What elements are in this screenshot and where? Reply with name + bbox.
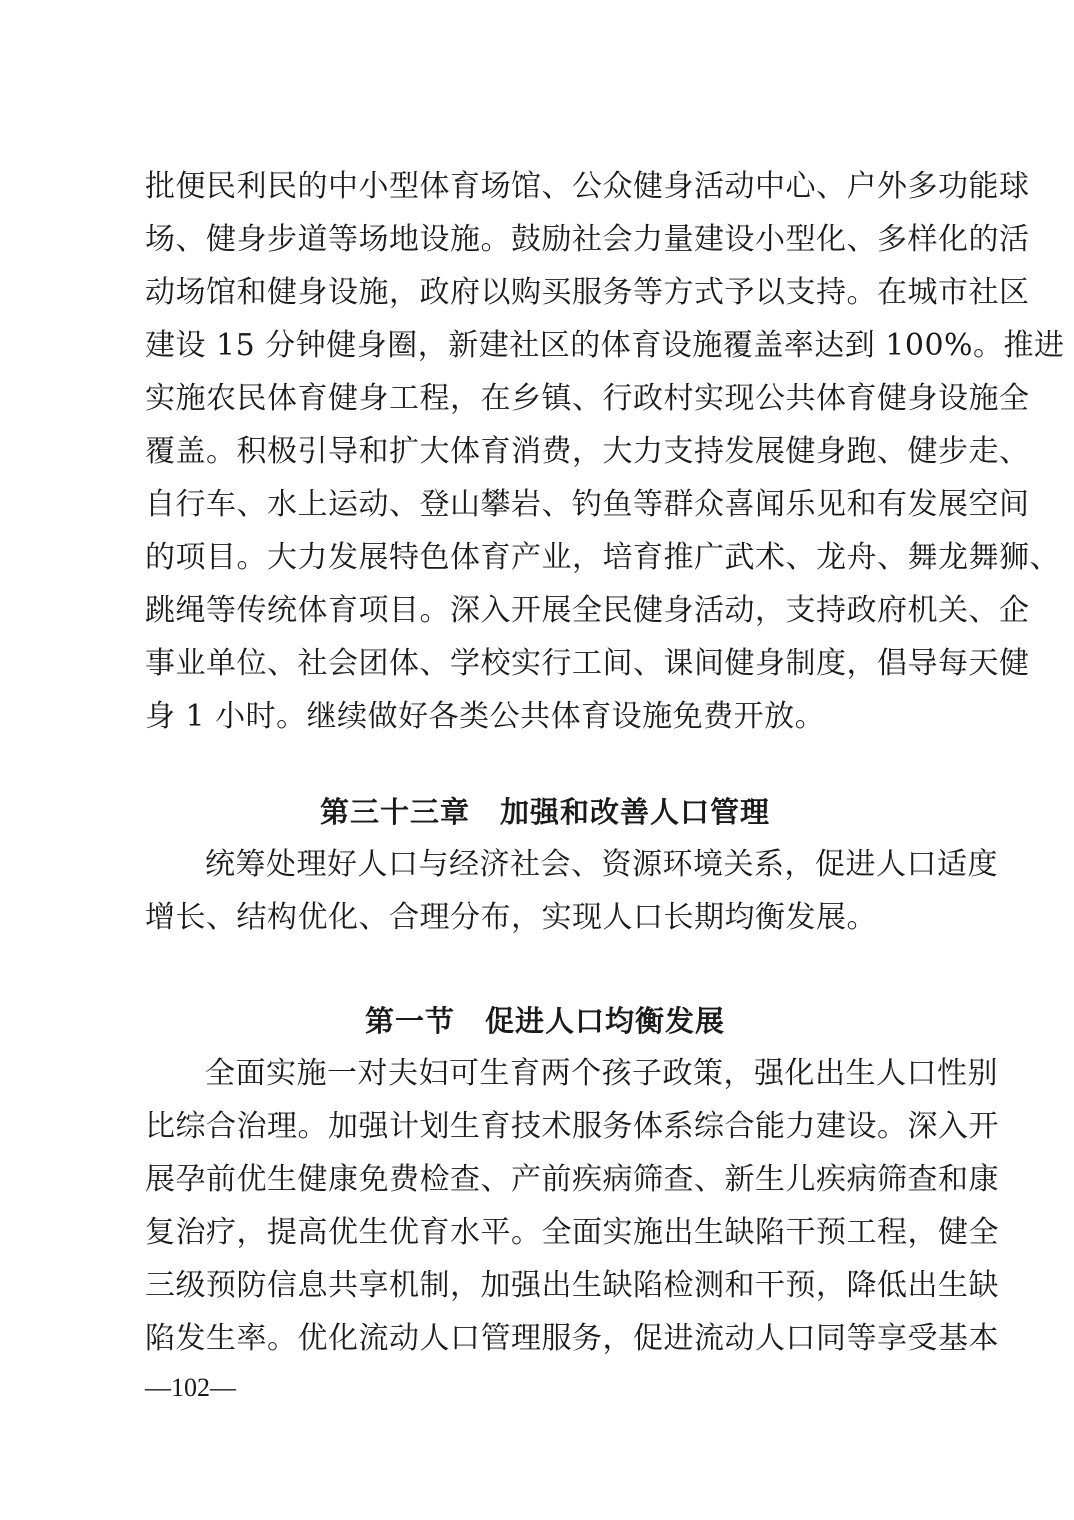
paragraph-3-line-4: 复治疗，提高优生优育水平。全面实施出生缺陷干预工程，健全 xyxy=(145,1215,999,1250)
chapter-heading: 第三十三章 加强和改善人口管理 xyxy=(319,795,770,829)
paragraph-1-line-9: 跳绳等传统体育项目。深入开展全民健身活动，支持政府机关、企 xyxy=(145,593,1030,628)
paragraph-1-line-8: 的项目。大力发展特色体育产业，培育推广武术、龙舟、舞龙舞狮、 xyxy=(145,540,1060,575)
paragraph-1-line-11: 身 1 小时。继续做好各类公共体育设施免费开放。 xyxy=(145,699,826,734)
paragraph-1-line-10: 事业单位、社会团体、学校实行工间、课间健身制度，倡导每天健 xyxy=(145,646,1030,681)
page-number: —102— xyxy=(145,1373,236,1402)
paragraph-3-line-3: 展孕前优生健康免费检查、产前疾病筛查、新生儿疾病筛查和康 xyxy=(145,1162,999,1197)
paragraph-3-line-5: 三级预防信息共享机制，加强出生缺陷检测和干预，降低出生缺 xyxy=(145,1268,999,1303)
section-heading: 第一节 促进人口均衡发展 xyxy=(364,1004,725,1038)
paragraph-1-line-2: 场、健身步道等场地设施。鼓励社会力量建设小型化、多样化的活 xyxy=(145,222,1030,257)
paragraph-3-line-1: 全面实施一对夫妇可生育两个孩子政策，强化出生人口性别 xyxy=(205,1056,998,1091)
paragraph-1-line-5: 实施农民体育健身工程，在乡镇、行政村实现公共体育健身设施全 xyxy=(145,381,1030,416)
paragraph-1-line-7: 自行车、水上运动、登山攀岩、钓鱼等群众喜闻乐见和有发展空间 xyxy=(145,487,1030,522)
paragraph-2-line-1: 统筹处理好人口与经济社会、资源环境关系，促进人口适度 xyxy=(205,847,998,882)
paragraph-1-line-3: 动场馆和健身设施，政府以购买服务等方式予以支持。在城市社区 xyxy=(145,275,1030,310)
paragraph-1-line-4: 建设 15 分钟健身圈，新建社区的体育设施覆盖率达到 100%。推进 xyxy=(145,328,1065,363)
paragraph-3-line-6: 陷发生率。优化流动人口管理服务，促进流动人口同等享受基本 xyxy=(145,1321,999,1356)
paragraph-3-line-2: 比综合治理。加强计划生育技术服务体系综合能力建设。深入开 xyxy=(145,1109,999,1144)
paragraph-1-line-6: 覆盖。积极引导和扩大体育消费，大力支持发展健身跑、健步走、 xyxy=(145,434,1030,469)
paragraph-2-line-2: 增长、结构优化、合理分布，实现人口长期均衡发展。 xyxy=(145,900,877,935)
paragraph-1-line-1: 批便民利民的中小型体育场馆、公众健身活动中心、户外多功能球 xyxy=(145,169,1030,204)
